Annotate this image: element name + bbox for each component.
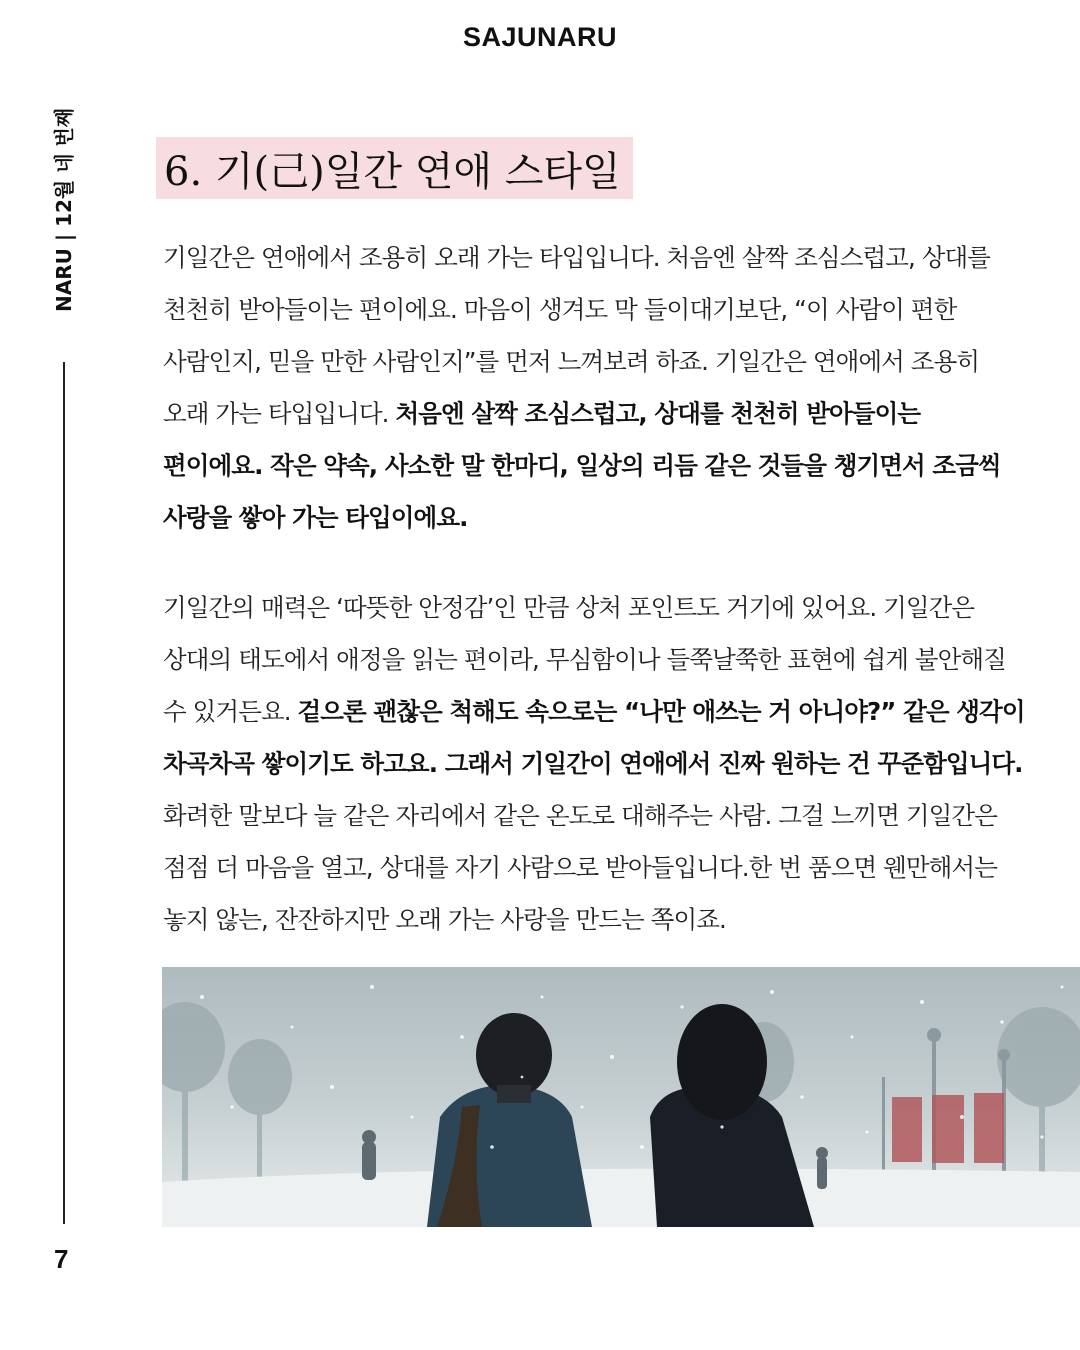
paragraph-2 [163,582,1025,946]
paragraph-2-run: 기일간의 매력은 ‘따뜻한 안정감’인 만큼 상처 포인트도 거기에 있어요. 기일간은 상대의 태도에서 애정을 읽는 편이라, 무심함이나 들쭉날쭉한 표현에 쉽게 불안해질 수 있거든요. [163,593,1006,726]
side-divider [63,362,65,1224]
paragraph-1-bold-run: 처음엔 살짝 조심스럽고, 상대를 천천히 받아들이는 편이에요. 작은 약속, 사소한 말 한마디, 일상의 리듬 같은 것들을 챙기면서 조금씩 사랑을 쌓아 가는 타입이에요. [163,399,1001,532]
paragraph-1-run: 기일간은 연애에서 조용히 오래 가는 타입입니다. 처음엔 살짝 조심스럽고, 상대를 천천히 받아들이는 편이에요. 마음이 생겨도 막 들이대기보단, “이 사람이 편한 사람인지, 믿을 만한 사람인지”를 먼저 느껴보려 하죠. 기일간은 연애에서 조용히 오래 가는 타입입니다. [163,243,991,428]
paragraph-2-bold-run: 겉으론 괜찮은 척해도 속으로는 “나만 애쓰는 거 아니야?” 같은 생각이 차곡차곡 쌓이기도 하고요. 그래서 기일간이 연애에서 진짜 원하는 건 꾸준함입니다. [163,697,1025,778]
photo-illustration [162,967,1080,1227]
snow-couple-photo [162,967,1080,1227]
paragraph-2-run-end: 화려한 말보다 늘 같은 자리에서 같은 온도로 대해주는 사람. 그걸 느끼면 기일간은 점점 더 마음을 열고, 상대를 자기 사람으로 받아들입니다.한 번 품으면 웬만해서는 놓지 않는, 잔잔하지만 오래 가는 사랑을 만드는 쪽이죠. [163,801,997,934]
section-title-highlight [156,137,633,199]
paragraph-1 [163,232,1025,544]
brand-header: SAJUNARU [462,22,618,52]
issue-label: NARU | 12월 네 번째 [52,107,76,312]
section-title: 6. 기(己)일간 연애 스타일 [164,148,621,195]
page-number: 7 [54,1244,69,1274]
